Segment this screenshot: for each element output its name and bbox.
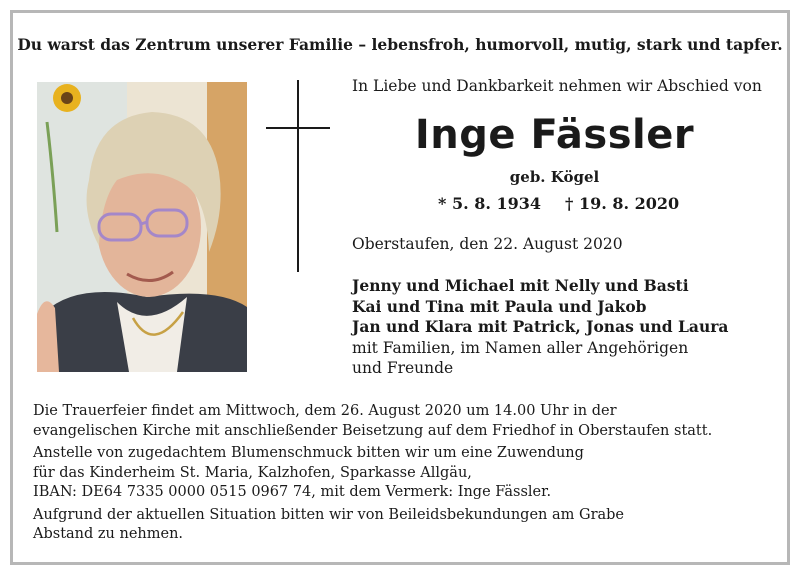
- mourners-list: [352, 276, 772, 379]
- maiden-name: geb. Kögel: [509, 168, 600, 186]
- death-date: † 19. 8. 2020: [565, 194, 680, 213]
- donation-paragraph: [33, 444, 778, 503]
- text-line: Abstand zu nehmen.: [33, 526, 184, 542]
- text-line: evangelischen Kirche mit anschließender Beisetzung auf dem Friedhof in Oberstaufen statt.: [33, 422, 713, 439]
- motto-line: Du warst das Zentrum unserer Familie – lebensfroh, humorvoll, mutig, stark und tapfer.: [17, 35, 783, 54]
- funeral-paragraph: [33, 402, 778, 441]
- place-and-date: Oberstaufen, den 22. August 2020: [352, 235, 623, 253]
- deceased-name: Inge Fässler: [414, 112, 695, 158]
- notice-body: [33, 402, 778, 545]
- mourner-line: mit Familien, im Namen aller Angehörigen: [352, 338, 689, 357]
- birth-date: * 5. 8. 1934: [438, 194, 542, 213]
- condolence-paragraph: [33, 506, 778, 545]
- text-line: Anstelle von zugedachtem Blumenschmuck bitten wir um eine Zuwendung: [33, 445, 584, 461]
- text-line: Die Trauerfeier findet am Mittwoch, dem 26. August 2020 um 14.00 Uhr in der: [33, 403, 617, 419]
- farewell-intro: In Liebe und Dankbarkeit nehmen wir Abschied von: [352, 77, 762, 95]
- mourner-line: Jan und Klara mit Patrick, Jonas und Laura: [352, 317, 729, 336]
- mourner-line: Kai und Tina mit Paula und Jakob: [352, 296, 647, 316]
- text-line: IBAN: DE64 7335 0000 0515 0967 74, mit dem Vermerk: Inge Fässler.: [33, 484, 552, 500]
- mourner-line: Jenny und Michael mit Nelly und Basti: [352, 276, 689, 295]
- portrait-photo: [37, 82, 247, 372]
- text-line: für das Kinderheim St. Maria, Kalzhofen, Sparkasse Allgäu,: [33, 464, 472, 481]
- cross-icon: [266, 80, 330, 275]
- text-line: Aufgrund der aktuellen Situation bitten wir von Beileidsbekundungen am Grabe: [33, 506, 625, 523]
- mourner-line: und Freunde: [352, 359, 454, 377]
